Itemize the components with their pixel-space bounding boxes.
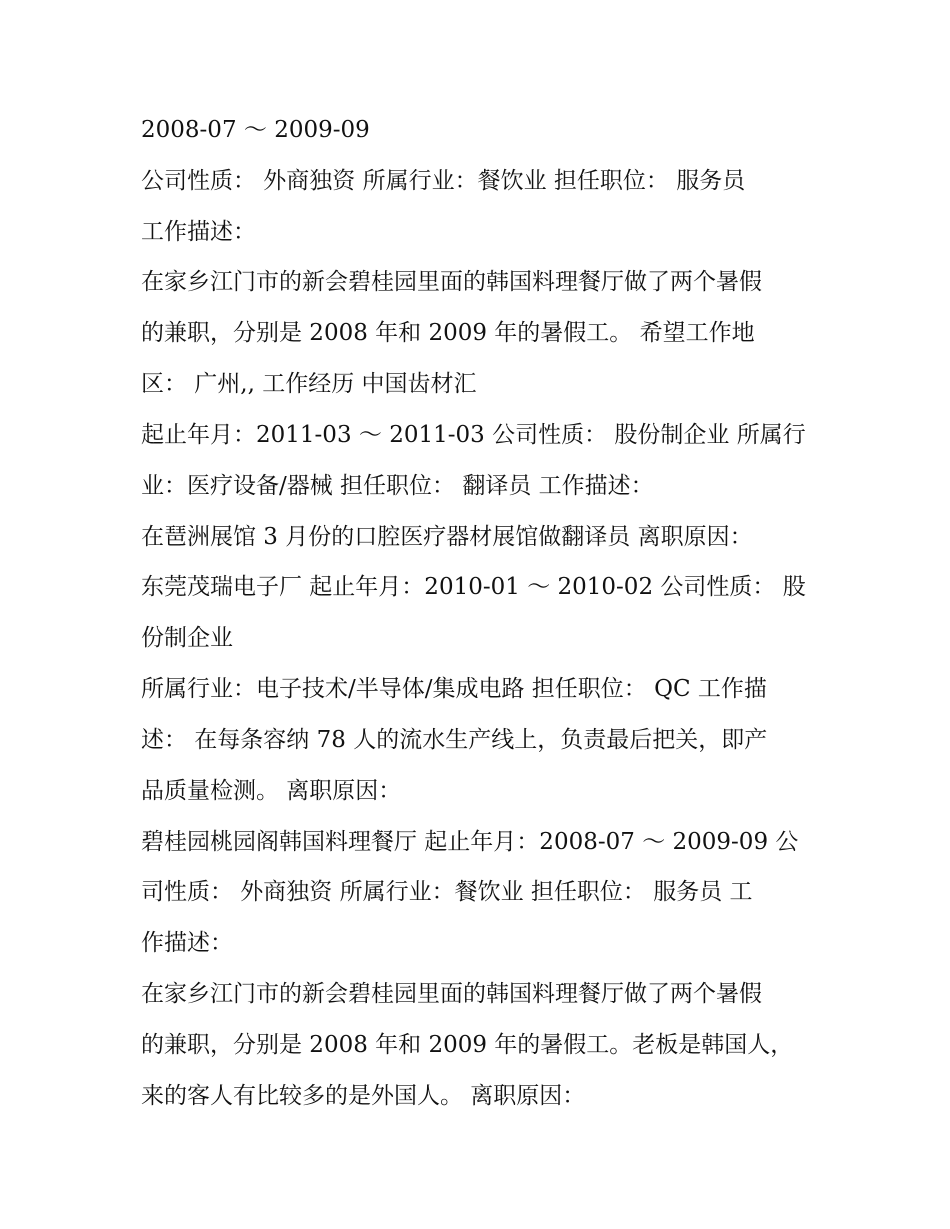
text-line: 东莞茂瑞电子厂 起止年月：2010-01 ～ 2010-02 公司性质： 股 bbox=[141, 574, 806, 600]
text-line: 所属行业：电子技术/半导体/集成电路 担任职位： QC 工作描 bbox=[141, 676, 767, 702]
text-line: 述： 在每条容纳 78 人的流水生产线上，负责最后把关，即产 bbox=[141, 727, 768, 753]
text-line: 公司性质： 外商独资 所属行业：餐饮业 担任职位： 服务员 bbox=[141, 168, 746, 194]
text-line: 区： 广州,, 工作经历 中国齿材汇 bbox=[141, 371, 477, 397]
text-line: 工作描述： bbox=[141, 219, 256, 245]
text-line: 作描述： bbox=[141, 930, 233, 956]
text-line: 份制企业 bbox=[141, 625, 233, 651]
text-line: 在家乡江门市的新会碧桂园里面的韩国料理餐厅做了两个暑假 bbox=[141, 981, 762, 1007]
text-line: 司性质： 外商独资 所属行业：餐饮业 担任职位： 服务员 工 bbox=[141, 879, 753, 905]
text-line: 的兼职，分别是 2008 年和 2009 年的暑假工。老板是韩国人， bbox=[141, 1032, 794, 1058]
text-line: 在琶洲展馆 3 月份的口腔医疗器材展馆做翻译员 离职原因： bbox=[141, 524, 753, 550]
text-line: 2008-07 ～ 2009-09 bbox=[141, 117, 370, 143]
text-line: 来的客人有比较多的是外国人。 离职原因： bbox=[141, 1083, 586, 1109]
text-line: 起止年月：2011-03 ～ 2011-03 公司性质： 股份制企业 所属行 bbox=[141, 422, 806, 448]
text-line: 品质量检测。 离职原因： bbox=[141, 778, 402, 804]
text-line: 的兼职，分别是 2008 年和 2009 年的暑假工。 希望工作地 bbox=[141, 320, 755, 346]
text-line: 在家乡江门市的新会碧桂园里面的韩国料理餐厅做了两个暑假 bbox=[141, 269, 762, 295]
text-line: 业：医疗设备/器械 担任职位： 翻译员 工作描述： bbox=[141, 473, 654, 499]
text-line: 碧桂园桃园阁韩国料理餐厅 起止年月：2008-07 ～ 2009-09 公 bbox=[141, 829, 799, 855]
